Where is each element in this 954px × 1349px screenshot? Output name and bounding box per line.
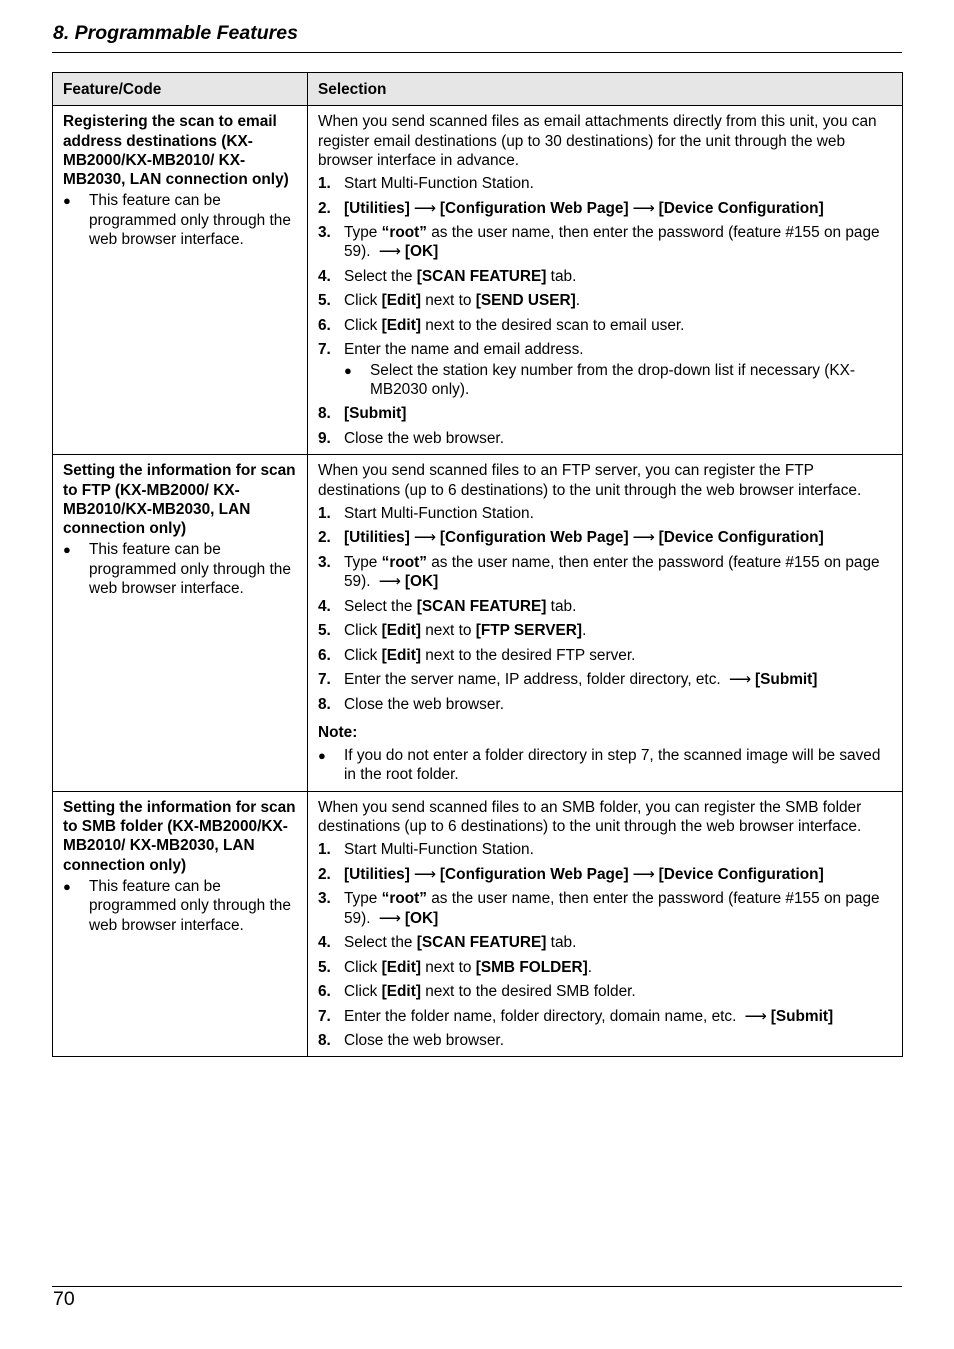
key-submit: [Submit] — [755, 671, 818, 689]
key-config-web-page: [Configuration Web Page] — [439, 529, 629, 547]
step-text: Start Multi-Function Station. — [344, 175, 534, 193]
column-header-feature: Feature/Code — [53, 73, 308, 106]
step-number: 7. — [318, 1007, 331, 1025]
arrow-right-icon: ⟶ — [413, 199, 436, 217]
key-device-configuration: [Device Configuration] — [658, 865, 824, 883]
step-number: 5. — [318, 958, 331, 976]
feature-table — [52, 72, 903, 1057]
key-edit: [Edit] — [381, 292, 421, 310]
step-number: 6. — [318, 646, 331, 664]
feature-title: Setting the information for scan to FTP (KX-MB2000/ KX-MB2010/KX-MB2030, LAN connection only) — [63, 462, 296, 538]
step-item — [318, 670, 894, 689]
step-item — [318, 504, 894, 523]
step-item — [318, 199, 894, 218]
step-text: Select the [SCAN FEATURE] tab. — [344, 597, 577, 615]
arrow-right-icon: ⟶ — [632, 529, 655, 547]
step-item — [318, 695, 894, 714]
step-item — [318, 429, 894, 448]
step-list — [318, 840, 894, 1050]
key-ok: [OK] — [404, 243, 439, 261]
step-text: Click [Edit] next to [FTP SERVER]. — [344, 622, 587, 640]
step-list — [318, 504, 894, 714]
key-scan-feature: [SCAN FEATURE] — [416, 267, 547, 285]
selection-cell — [308, 455, 903, 791]
step-item — [318, 316, 894, 335]
table-row — [53, 455, 903, 791]
bullet-icon: ● — [63, 878, 71, 894]
key-edit: [Edit] — [381, 316, 421, 334]
step-text — [344, 528, 894, 547]
key-submit: [Submit] — [344, 405, 407, 423]
key-edit: [Edit] — [381, 983, 421, 1001]
key-edit: [Edit] — [381, 622, 421, 640]
sub-bullet-text: Select the station key number from the drop-down list if necessary (KX-MB2030 only). — [370, 361, 856, 398]
table-row — [53, 106, 903, 455]
feature-note-text: This feature can be programmed only through the web browser interface. — [89, 541, 291, 598]
step-number: 8. — [318, 405, 331, 423]
step-item — [318, 340, 894, 399]
step-item — [318, 267, 894, 286]
step-text: Type “root” as the user name, then enter the password (feature #155 on page 59). ⟶ [OK] — [344, 890, 880, 927]
feature-note-text: This feature can be programmed only through the web browser interface. — [89, 877, 291, 934]
step-number: 2. — [318, 865, 331, 883]
feature-note-text: This feature can be programmed only through the web browser interface. — [89, 192, 291, 249]
intro-text: When you send scanned files as email attachments directly from this unit, you can register email destinations (up to 30 destinations) for the unit through the web browser interface in advance. — [318, 113, 877, 169]
key-root: “root” — [381, 224, 427, 242]
header-rule — [52, 52, 902, 53]
step-number: 1. — [318, 504, 331, 522]
feature-cell — [53, 455, 308, 791]
table-header-row — [53, 73, 903, 106]
key-utilities: [Utilities] — [344, 865, 410, 883]
footer-rule — [52, 1286, 902, 1287]
step-number: 1. — [318, 175, 331, 193]
arrow-right-icon: ⟶ — [413, 865, 436, 883]
intro-text: When you send scanned files to an FTP server, you can register the FTP destinations (up to 6 destinations) to the unit through the web browser interface. — [318, 462, 862, 499]
table-row — [53, 791, 903, 1057]
step-item — [318, 933, 894, 952]
step-number: 3. — [318, 553, 331, 571]
key-ftp-server: [FTP SERVER] — [475, 622, 583, 640]
step-text: Enter the name and email address. ● Select the station key number from the drop-down list if necessary (KX-MB2030 only). — [344, 340, 894, 399]
key-ok: [OK] — [404, 909, 439, 927]
key-edit: [Edit] — [381, 646, 421, 664]
step-number: 6. — [318, 983, 331, 1001]
key-scan-feature: [SCAN FEATURE] — [416, 597, 547, 615]
step-item — [318, 1031, 894, 1050]
key-utilities: [Utilities] — [344, 529, 410, 547]
step-number: 5. — [318, 292, 331, 310]
arrow-right-icon: ⟶ — [632, 199, 655, 217]
step-text: Click [Edit] next to the desired FTP server. — [344, 646, 636, 664]
step-text: Enter the folder name, folder directory, domain name, etc. ⟶ [Submit] — [344, 1007, 834, 1025]
key-root: “root” — [381, 890, 427, 908]
step-text: Select the [SCAN FEATURE] tab. — [344, 267, 577, 285]
step-text: Type “root” as the user name, then enter the password (feature #155 on page 59). ⟶ [OK] — [344, 553, 880, 591]
arrow-right-icon: ⟶ — [728, 671, 752, 689]
key-submit: [Submit] — [770, 1007, 834, 1025]
feature-note — [63, 877, 299, 935]
step-number: 7. — [318, 341, 331, 359]
key-config-web-page: [Configuration Web Page] — [439, 199, 629, 217]
selection-cell — [308, 106, 903, 455]
step-item — [318, 553, 894, 592]
feature-note — [63, 540, 299, 598]
column-header-selection: Selection — [308, 73, 903, 106]
step-item — [318, 597, 894, 616]
bullet-icon: ● — [63, 542, 71, 558]
step-text: Select the [SCAN FEATURE] tab. — [344, 934, 577, 952]
arrow-right-icon: ⟶ — [378, 573, 401, 591]
step-number: 8. — [318, 695, 331, 713]
key-utilities: [Utilities] — [344, 199, 410, 217]
feature-cell — [53, 791, 308, 1057]
step-number: 6. — [318, 316, 331, 334]
key-smb-folder: [SMB FOLDER] — [475, 958, 588, 976]
key-device-configuration: [Device Configuration] — [658, 199, 824, 217]
step-item — [318, 174, 894, 193]
step-item — [318, 1007, 894, 1026]
step-number: 3. — [318, 890, 331, 908]
key-send-user: [SEND USER] — [475, 292, 576, 310]
bullet-icon: ● — [344, 362, 352, 378]
step-text: Start Multi-Function Station. — [344, 841, 534, 859]
arrow-right-icon: ⟶ — [632, 865, 655, 883]
bullet-icon: ● — [318, 748, 326, 764]
step-number: 9. — [318, 429, 331, 447]
step-number: 7. — [318, 671, 331, 689]
arrow-right-icon: ⟶ — [378, 243, 401, 261]
step-item — [318, 528, 894, 547]
feature-cell — [53, 106, 308, 455]
step-item — [318, 223, 894, 262]
step-number: 5. — [318, 622, 331, 640]
step-item — [318, 865, 894, 884]
selection-cell — [308, 791, 903, 1057]
feature-title: Setting the information for scan to SMB folder (KX-MB2000/KX-MB2010/ KX-MB2030, LAN connection only) — [63, 798, 296, 874]
step-item — [318, 840, 894, 859]
step-number: 4. — [318, 267, 331, 285]
feature-note — [63, 191, 299, 249]
step-item — [318, 621, 894, 640]
step-number: 1. — [318, 841, 331, 859]
key-edit: [Edit] — [381, 958, 421, 976]
key-root: “root” — [381, 553, 427, 571]
step-item — [318, 958, 894, 977]
key-scan-feature: [SCAN FEATURE] — [416, 934, 547, 952]
step-item — [318, 291, 894, 310]
arrow-right-icon: ⟶ — [378, 909, 401, 927]
note-item — [318, 746, 894, 785]
note-text: If you do not enter a folder directory in step 7, the scanned image will be saved in the root folder. — [344, 747, 881, 784]
step-text: Close the web browser. — [344, 1032, 504, 1049]
step-item — [318, 982, 894, 1001]
step-text: Click [Edit] next to the desired SMB folder. — [344, 983, 636, 1001]
step-text: Close the web browser. — [344, 695, 504, 713]
step-text: Click [Edit] next to the desired scan to email user. — [344, 316, 685, 334]
key-ok: [OK] — [404, 573, 439, 591]
step-item — [318, 646, 894, 665]
key-device-configuration: [Device Configuration] — [658, 529, 824, 547]
intro-text: When you send scanned files to an SMB folder, you can register the SMB folder destinations (up to 6 destinations) to the unit through the web browser interface. — [318, 798, 862, 836]
page-number: 70 — [53, 1288, 75, 1310]
step-number: 8. — [318, 1032, 331, 1049]
step-text: Type “root” as the user name, then enter the password (feature #155 on page 59). ⟶ [OK] — [344, 224, 880, 261]
step-text: Close the web browser. — [344, 429, 504, 447]
step-text — [344, 199, 894, 218]
step-text: Enter the server name, IP address, folder directory, etc. ⟶ [Submit] — [344, 671, 818, 689]
note-label: Note: — [318, 723, 358, 741]
sub-bullet — [344, 361, 894, 400]
arrow-right-icon: ⟶ — [413, 529, 436, 547]
step-item — [318, 404, 894, 423]
bullet-icon: ● — [63, 193, 71, 209]
page-title: 8. Programmable Features — [53, 22, 298, 44]
feature-title: Registering the scan to email address destinations (KX-MB2000/KX-MB2010/ KX-MB2030, LAN connection only) — [63, 113, 289, 189]
step-text — [344, 865, 894, 884]
step-text: Start Multi-Function Station. — [344, 504, 534, 522]
step-text — [344, 404, 894, 423]
step-number: 2. — [318, 199, 331, 217]
step-number: 2. — [318, 529, 331, 547]
step-text: Click [Edit] next to [SEND USER]. — [344, 292, 581, 310]
step-number: 3. — [318, 224, 331, 242]
key-config-web-page: [Configuration Web Page] — [439, 865, 629, 883]
arrow-right-icon: ⟶ — [744, 1007, 767, 1025]
step-number: 4. — [318, 597, 331, 615]
step-number: 4. — [318, 934, 331, 952]
step-item — [318, 889, 894, 928]
step-list — [318, 174, 894, 448]
step-text: Click [Edit] next to [SMB FOLDER]. — [344, 958, 592, 976]
